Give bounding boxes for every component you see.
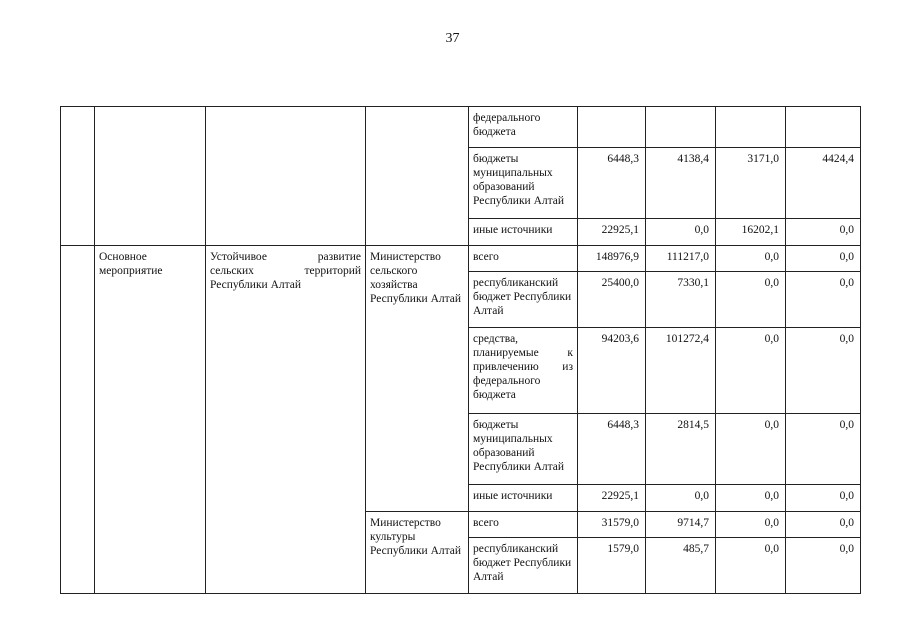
funding-source-cell: средства, планируемые к привлечению из федерального бюджета [469,328,578,414]
funding-source-cell: всего [469,512,578,538]
empty-cell [206,107,366,246]
value-cell: 0,0 [786,538,861,594]
funding-source-cell: республиканский бюджет Республики Алтай [469,272,578,328]
value-cell: 0,0 [716,538,786,594]
value-cell: 0,0 [786,414,861,485]
value-cell: 2814,5 [646,414,716,485]
value-cell: 9714,7 [646,512,716,538]
empty-cell [61,246,95,594]
value-cell: 0,0 [786,485,861,512]
value-cell: 0,0 [716,328,786,414]
value-cell: 1579,0 [578,538,646,594]
event-name-cell: Устойчивое развитие сельских территорий Республики Алтай [206,246,366,594]
value-cell: 0,0 [786,272,861,328]
value-cell: 22925,1 [578,485,646,512]
value-cell: 0,0 [646,219,716,246]
value-cell: 0,0 [716,485,786,512]
funding-source-cell: всего [469,246,578,272]
value-cell: 4424,4 [786,148,861,219]
value-cell: 4138,4 [646,148,716,219]
value-cell: 7330,1 [646,272,716,328]
table-row [61,107,861,148]
budget-table [60,106,861,594]
value-cell: 16202,1 [716,219,786,246]
empty-cell [61,107,95,246]
empty-cell [366,107,469,246]
value-cell: 0,0 [786,246,861,272]
value-cell: 0,0 [786,219,861,246]
funding-source-cell: бюджеты муниципальных образований Республики Алтай [469,148,578,219]
value-cell [786,107,861,148]
value-cell: 0,0 [716,512,786,538]
value-cell: 148976,9 [578,246,646,272]
event-type-cell: Основное мероприятие [95,246,206,594]
value-cell: 0,0 [716,414,786,485]
value-cell: 3171,0 [716,148,786,219]
value-cell: 22925,1 [578,219,646,246]
value-cell: 0,0 [786,328,861,414]
executor-cell: Министерство культуры Республики Алтай [366,512,469,594]
value-cell: 6448,3 [578,148,646,219]
value-cell: 101272,4 [646,328,716,414]
value-cell [646,107,716,148]
value-cell: 6448,3 [578,414,646,485]
value-cell: 0,0 [716,272,786,328]
value-cell: 0,0 [716,246,786,272]
funding-source-cell: бюджеты муниципальных образований Республики Алтай [469,414,578,485]
funding-source-cell: иные источники [469,219,578,246]
value-cell: 94203,6 [578,328,646,414]
value-cell: 0,0 [646,485,716,512]
value-cell: 485,7 [646,538,716,594]
table-row [61,246,861,272]
value-cell [716,107,786,148]
funding-source-cell: федерального бюджета [469,107,578,148]
value-cell: 111217,0 [646,246,716,272]
funding-source-cell: республиканский бюджет Республики Алтай [469,538,578,594]
value-cell: 25400,0 [578,272,646,328]
empty-cell [95,107,206,246]
value-cell: 31579,0 [578,512,646,538]
page-number: 37 [445,31,460,46]
value-cell: 0,0 [786,512,861,538]
value-cell [578,107,646,148]
executor-cell: Министерство сельского хозяйства Республики Алтай [366,246,469,512]
funding-source-cell: иные источники [469,485,578,512]
